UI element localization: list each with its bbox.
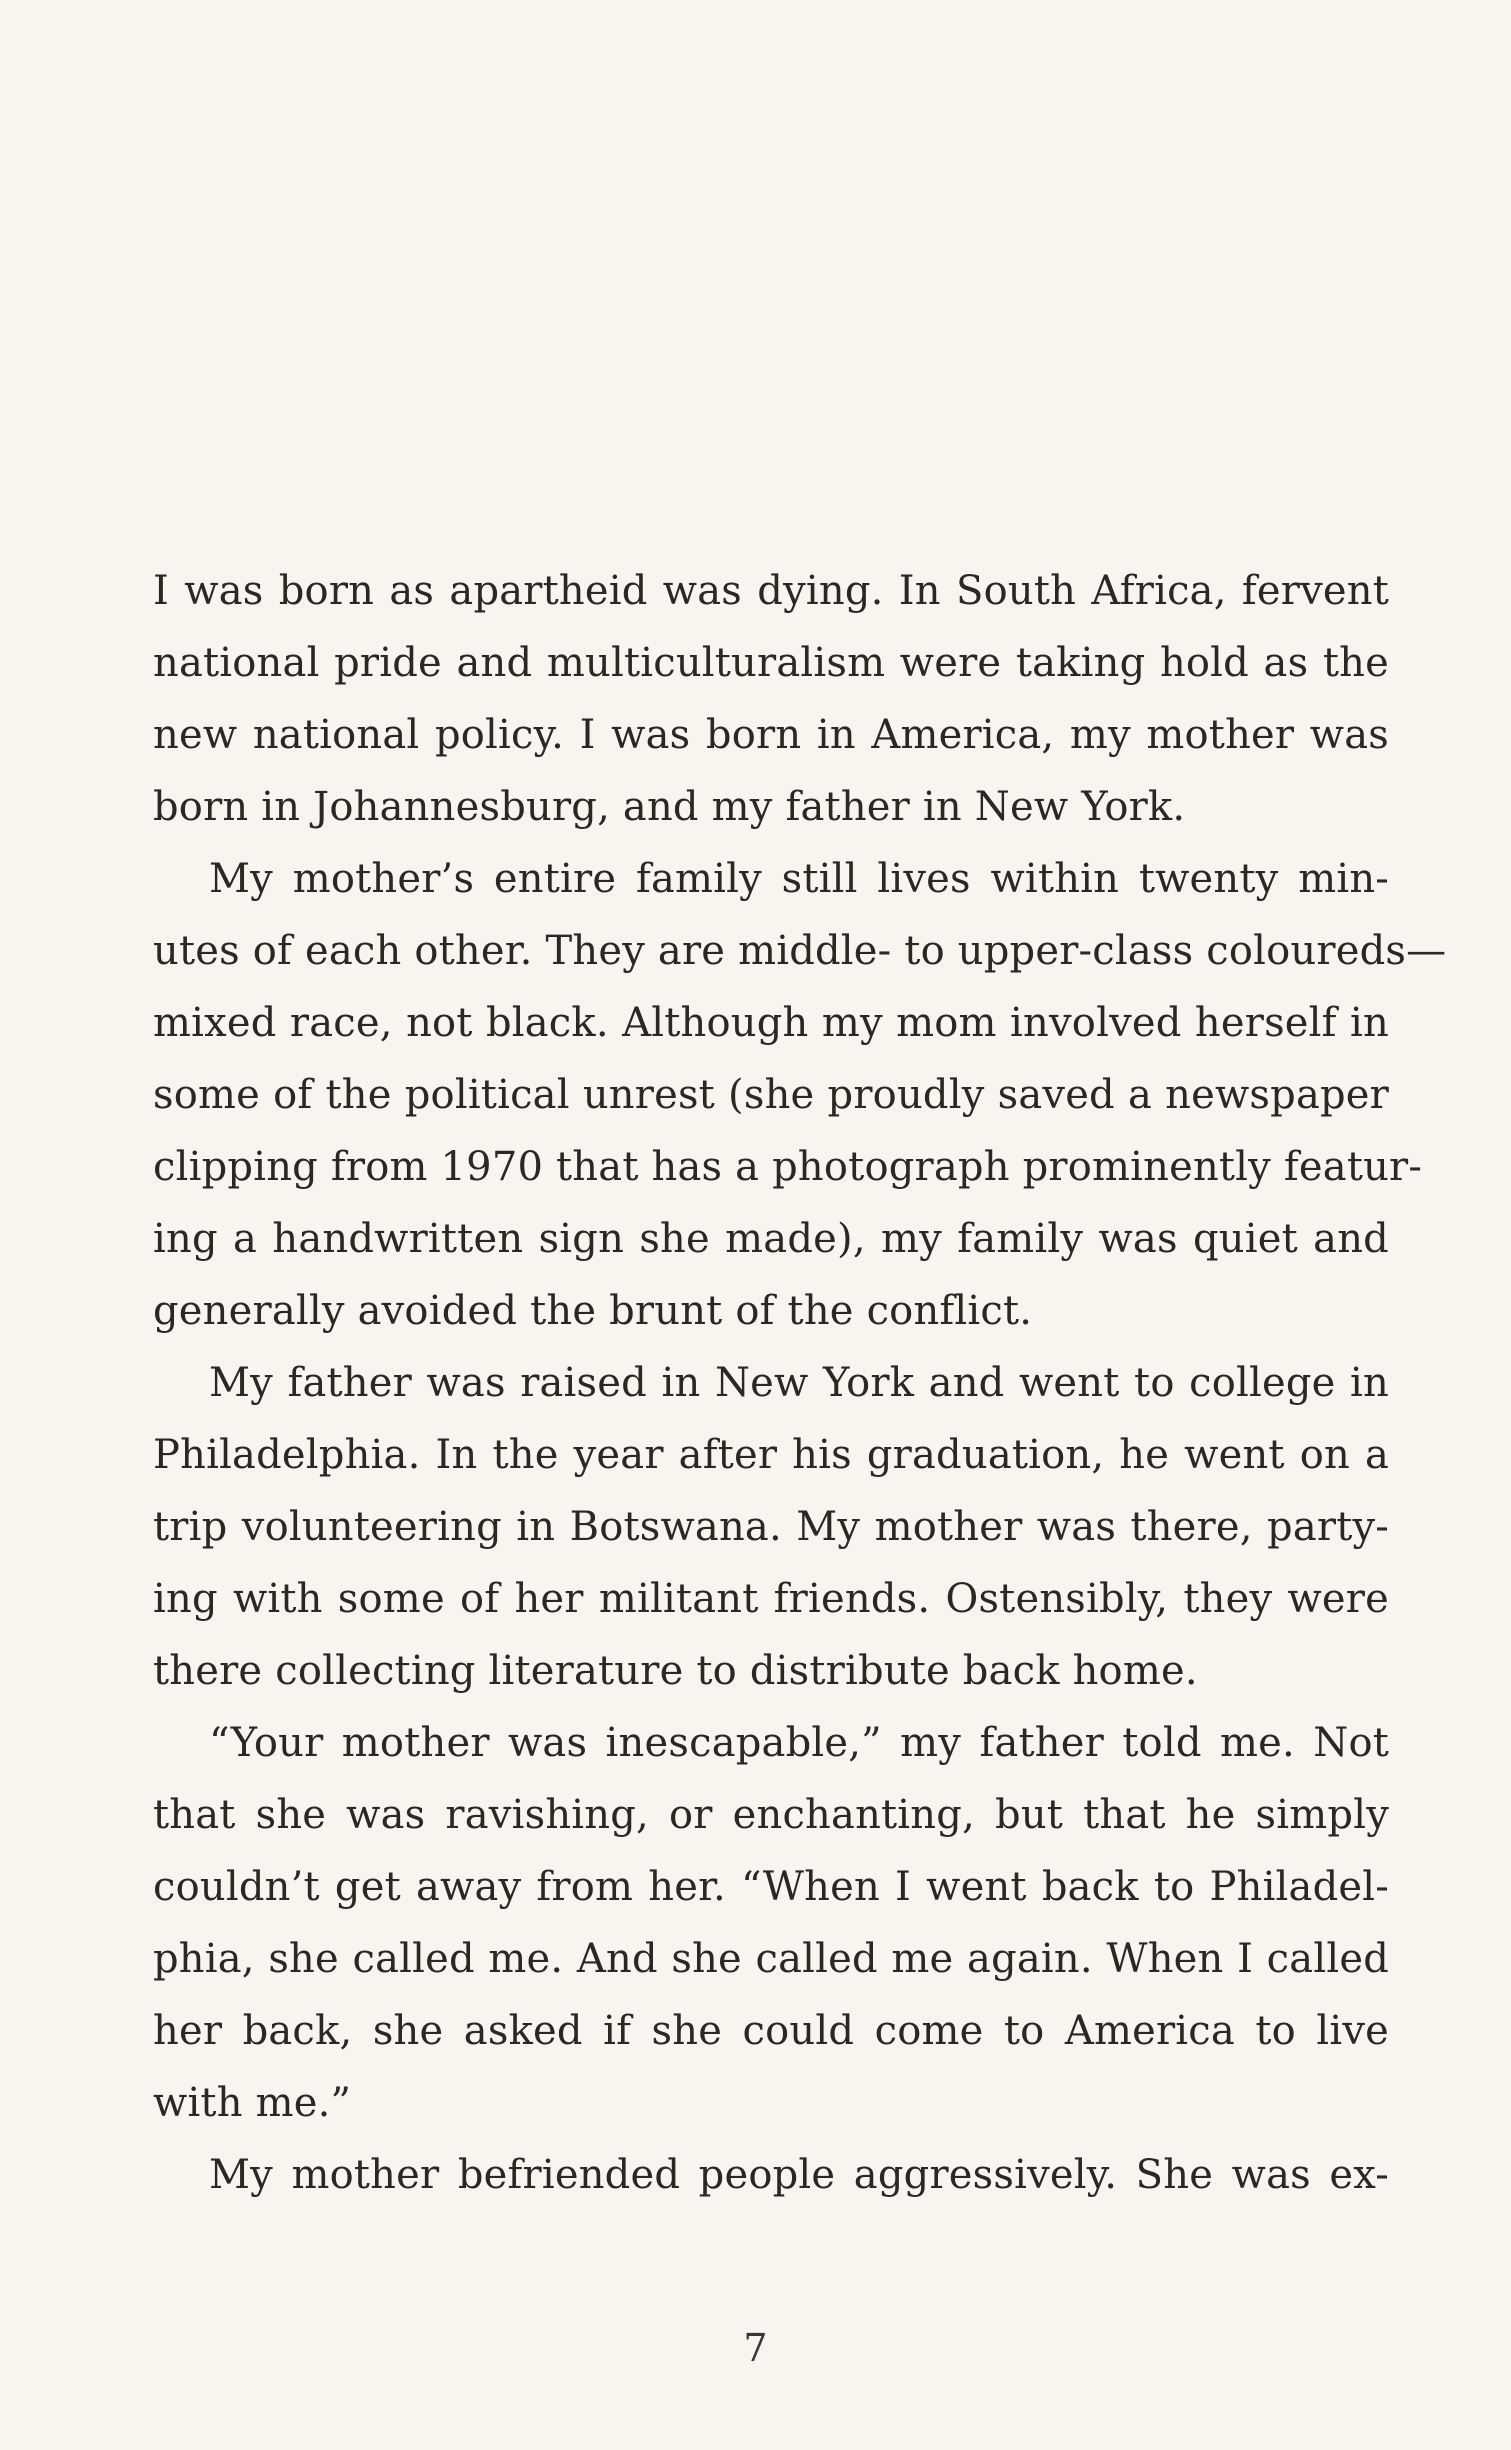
text-line: “Your mother was inescapable,” my father told me. Not [209,1720,1389,1766]
text-line: ing a handwritten sign she made), my family was quiet and [153,1216,1389,1262]
text-line: with me.” [153,2080,352,2126]
text-line: utes of each other. They are middle- to upper-class coloureds— [153,928,1447,974]
text-line: born in Johannesburg, and my father in New York. [153,784,1186,830]
text-line: generally avoided the brunt of the conflict. [153,1288,1033,1334]
text-line: trip volunteering in Botswana. My mother was there, party- [153,1504,1389,1550]
text-line: ing with some of her militant friends. Ostensibly, they were [153,1576,1389,1622]
text-line: Philadelphia. In the year after his graduation, he went on a [153,1432,1389,1478]
text-line: national pride and multiculturalism were taking hold as the [153,640,1389,686]
text-line: that she was ravishing, or enchanting, but that he simply [153,1792,1389,1838]
text-line: couldn’t get away from her. “When I went back to Philadel- [153,1864,1389,1910]
text-line: My mother befriended people aggressively. She was ex- [209,2152,1389,2198]
page-number: 7 [743,2326,768,2370]
text-line: there collecting literature to distribute back home. [153,1648,1198,1694]
text-line: new national policy. I was born in America, my mother was [153,712,1389,758]
text-line: her back, she asked if she could come to America to live [153,2008,1389,2054]
text-line: My mother’s entire family still lives within twenty min- [209,856,1389,902]
text-line: clipping from 1970 that has a photograph prominently featur- [153,1144,1423,1190]
body-text [153,555,1447,2211]
text-line: phia, she called me. And she called me again. When I called [153,1936,1389,1982]
text-line: I was born as apartheid was dying. In South Africa, fervent [153,568,1389,614]
text-line: My father was raised in New York and went to college in [209,1360,1389,1406]
text-line: mixed race, not black. Although my mom involved herself in [153,1000,1389,1046]
text-line: some of the political unrest (she proudly saved a newspaper [153,1072,1389,1118]
